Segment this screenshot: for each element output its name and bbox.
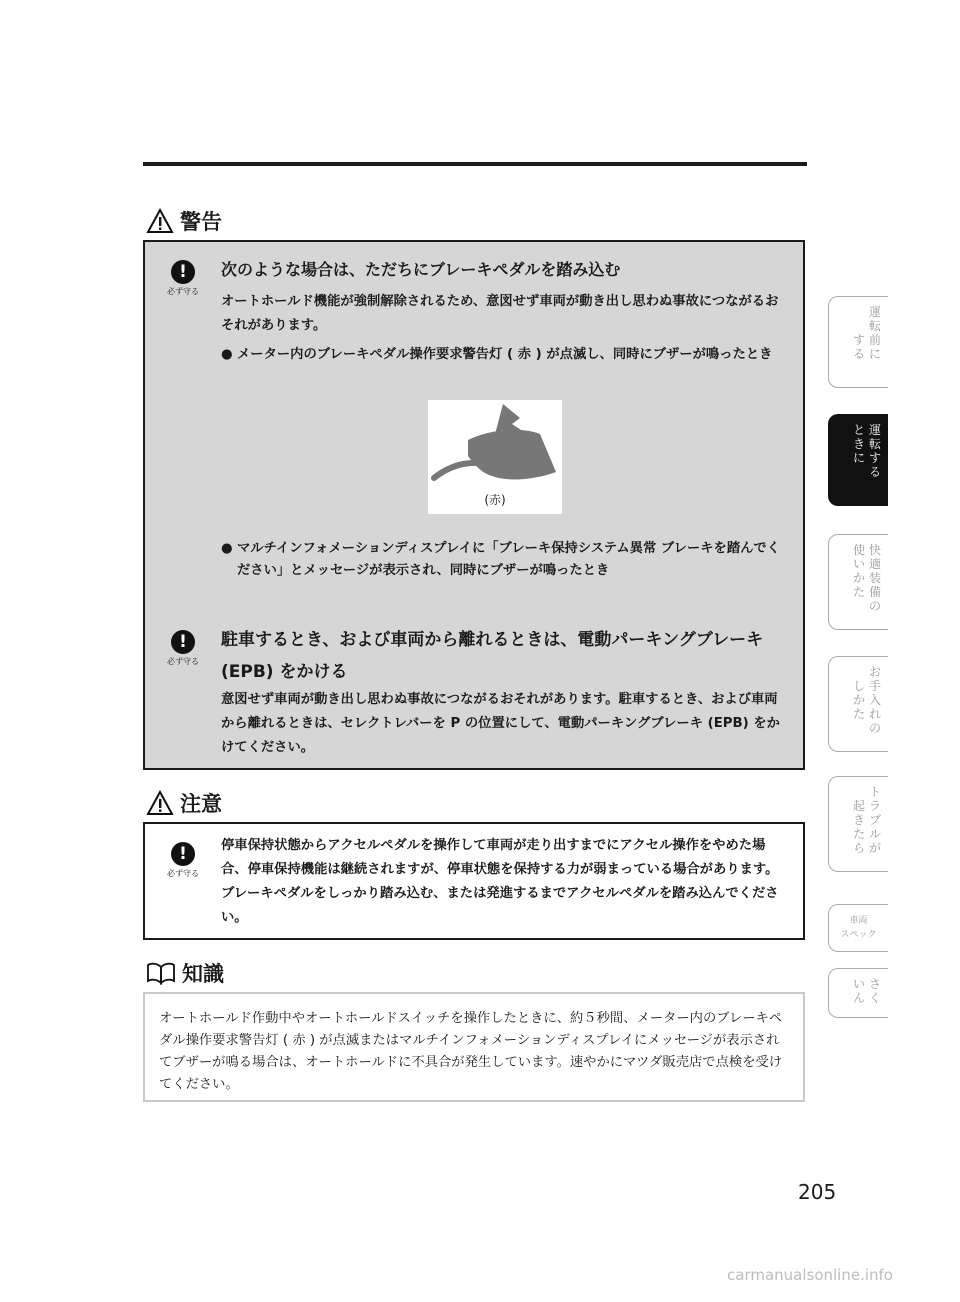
tab-maintenance[interactable] bbox=[828, 656, 888, 752]
bullet-dot: ● bbox=[221, 541, 233, 556]
foot-on-brake-pedal-icon bbox=[428, 400, 562, 500]
exclamation-icon: ! bbox=[171, 260, 195, 284]
warning-box bbox=[143, 240, 805, 770]
tab-label-line: 起 き た ら bbox=[852, 799, 865, 855]
tab-vehicle-specs[interactable] bbox=[828, 904, 888, 952]
must-follow-mark bbox=[163, 842, 203, 879]
exclamation-icon: ! bbox=[171, 630, 195, 654]
caution-body: 停車保持状態からアクセルペダルを操作して車両が走り出すまでにアクセル操作をやめた場合、停車保持機能は継続されますが、停車状態を保持する力が弱まっている場合があります。ブレーキペダルをしっかり踏み込む、または発進するまでアクセルペダルを踏み込んでください。 bbox=[221, 838, 779, 925]
warning-item1-body: オートホールド機能が強制解除されるため、意図せず車両が動き出し思わぬ事故につながるおそれがあります。 bbox=[221, 294, 779, 333]
top-rule bbox=[143, 162, 807, 166]
knowledge-heading bbox=[146, 958, 224, 988]
warning-bullet-1 bbox=[221, 344, 789, 366]
illustration-caption: (赤) bbox=[484, 493, 506, 507]
tab-label-line: 運 転 す る bbox=[868, 423, 881, 479]
tab-label-line: 車両 bbox=[849, 916, 868, 926]
must-follow-mark bbox=[163, 260, 203, 297]
tab-label-line: と き に bbox=[852, 423, 865, 465]
caution-heading bbox=[146, 788, 222, 818]
tab-before-driving[interactable] bbox=[828, 296, 888, 388]
tab-troubleshooting[interactable] bbox=[828, 776, 888, 872]
tab-label-line: 使 い か た bbox=[852, 543, 865, 599]
warning-item2-body: 意図せず車両が動き出し思わぬ事故につながるおそれがあります。駐車するとき、および車両から離れるときは、セレクトレバーを P の位置にして、電動パーキングブレーキ (EPB) をかけてください。 bbox=[221, 692, 780, 755]
warning-heading-label: 警告 bbox=[180, 210, 222, 234]
tab-label-line: し か た bbox=[852, 679, 865, 721]
tab-label-line: 快 適 装 備 の bbox=[868, 543, 881, 613]
knowledge-heading-label: 知識 bbox=[182, 962, 224, 986]
bullet-1-text: メーター内のブレーキペダル操作要求警告灯 ( 赤 ) が点滅し、同時にブザーが鳴ったとき bbox=[237, 347, 773, 362]
tab-label-line: さ く bbox=[868, 977, 881, 1005]
knowledge-box bbox=[143, 992, 805, 1102]
watermark: carmanualsonline.info bbox=[727, 1266, 893, 1284]
must-follow-label: 必ず守る bbox=[167, 287, 199, 296]
tab-label-line: 運 転 前 に bbox=[868, 305, 881, 361]
must-follow-mark bbox=[163, 630, 203, 667]
tab-index[interactable] bbox=[828, 968, 888, 1018]
caution-triangle-icon bbox=[146, 790, 174, 816]
must-follow-label: 必ず守る bbox=[167, 869, 199, 878]
caution-heading-label: 注意 bbox=[180, 792, 222, 816]
caution-box bbox=[143, 822, 805, 940]
warning-triangle-icon bbox=[146, 208, 174, 234]
tab-label-line: い ん bbox=[852, 977, 865, 1005]
tab-label-line: す る bbox=[852, 333, 865, 361]
bullet-2-text: マルチインフォメーションディスプレイに「ブレーキ保持システム異常 ブレーキを踏んでください」とメッセージが表示され、同時にブザーが鳴ったとき bbox=[237, 541, 781, 578]
knowledge-body: オートホールド作動中やオートホールドスイッチを操作したときに、約５秒間、メーター内のブレーキペダル操作要求警告灯 ( 赤 ) が点滅またはマルチインフォメーションディスプレイにメッセージが表示されてブザーが鳴る場合は、オートホールドに不具合が発生しています。速やかにマツダ販売店で点検を受けてください。 bbox=[159, 1011, 783, 1092]
must-follow-label: 必ず守る bbox=[167, 657, 199, 666]
tab-label-line: スペック bbox=[840, 930, 877, 940]
warning-item1-title: 次のような場合は、ただちにブレーキペダルを踏み込む bbox=[221, 260, 621, 279]
warning-heading bbox=[146, 206, 222, 236]
exclamation-icon: ! bbox=[171, 842, 195, 866]
tab-while-driving[interactable] bbox=[828, 414, 888, 506]
tab-label-line: お 手 入 れ の bbox=[868, 665, 881, 735]
bullet-dot: ● bbox=[221, 347, 233, 362]
tab-comfort-equipment[interactable] bbox=[828, 534, 888, 630]
warning-item2-title: 駐車するとき、および車両から離れるときは、電動パーキングブレーキ (EPB) をかける bbox=[221, 630, 764, 682]
page-number: 205 bbox=[798, 1180, 837, 1204]
warning-bullet-2 bbox=[221, 538, 789, 582]
tab-label-line: ト ラ ブ ル が bbox=[868, 785, 881, 855]
brake-warning-lamp-illustration bbox=[428, 400, 562, 514]
open-book-icon bbox=[146, 961, 176, 985]
